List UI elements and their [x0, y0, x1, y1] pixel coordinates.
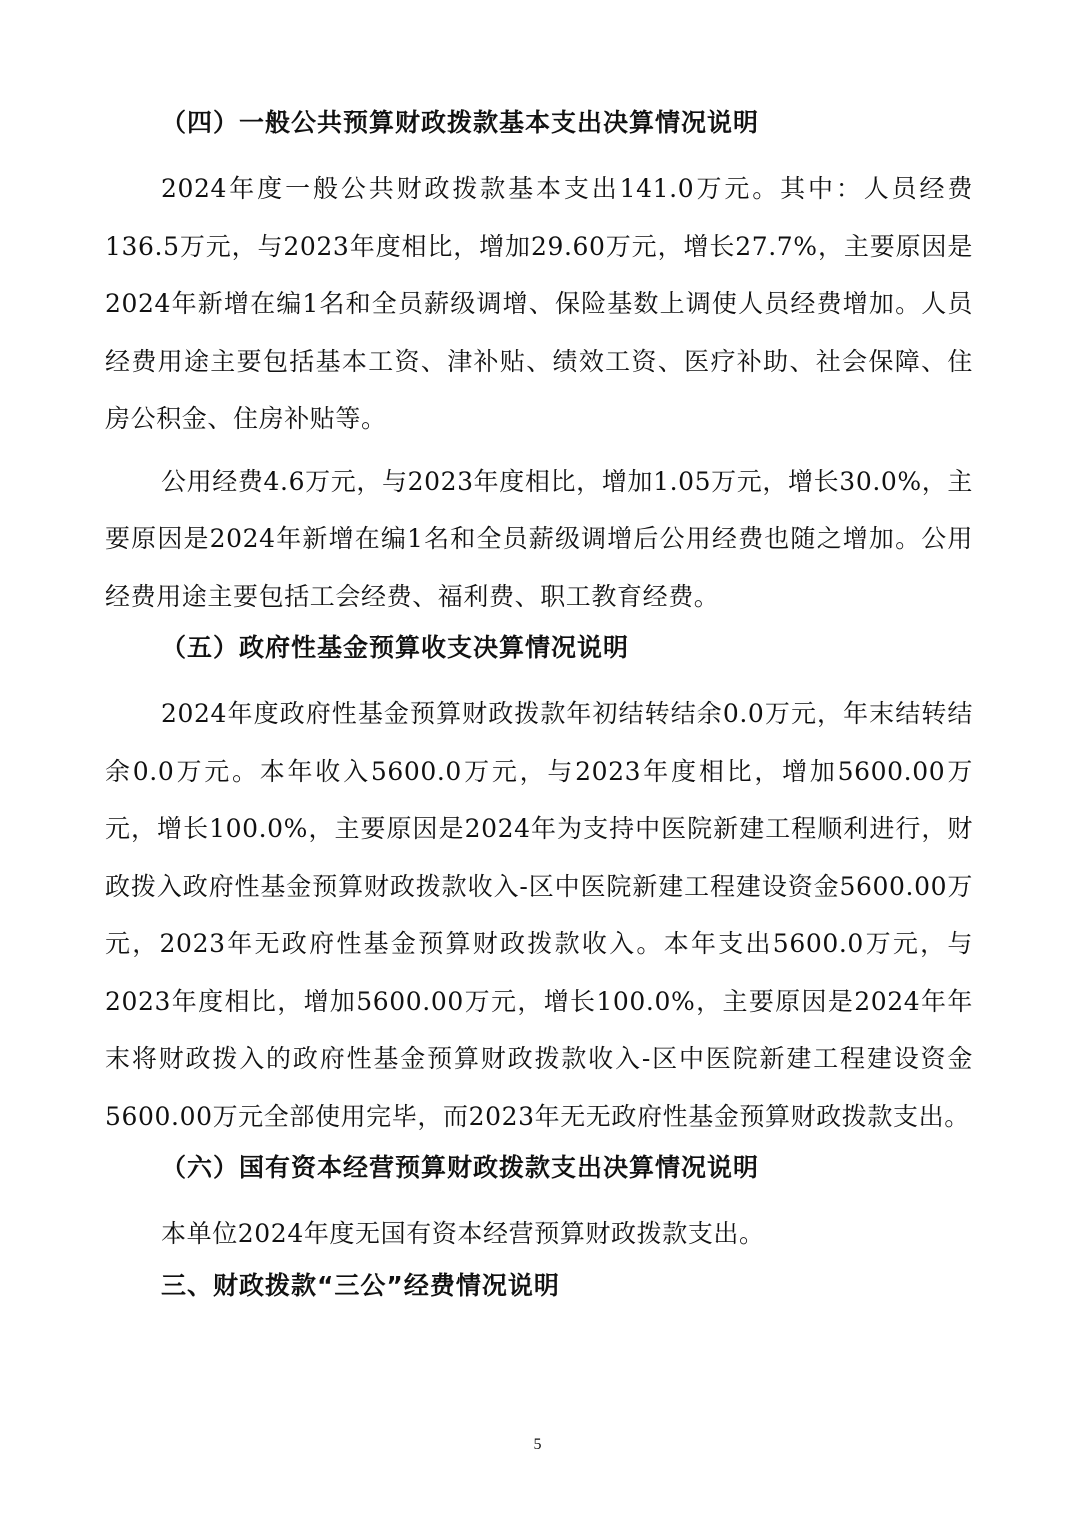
page-content: [105, 108, 973, 1323]
paragraph-public-expenses: 公用经费4.6万元，与2023年度相比，增加1.05万元，增长30.0%，主要原因是2024年新增在编1名和全员薪级调增后公用经费也随之增加。公用经费用途主要包括工会经费、福利费、职工教育经费。: [105, 466, 973, 611]
paragraph-state-capital: 本单位2024年度无国有资本经营预算财政拨款支出。: [161, 1219, 765, 1248]
section-heading-6: （六）国有资本经营预算财政拨款支出决算情况说明: [161, 1153, 760, 1182]
paragraph-personnel-expenses: 2024年度一般公共财政拨款基本支出141.0万元。其中：人员经费136.5万元，与2023年度相比，增加29.60万元，增长27.7%，主要原因是2024年新增在编1名和全员薪级调增、保险基数上调使人员经费增加。人员经费用途主要包括基本工资、津补贴、绩效工资、医疗补助、社会保障、住房公积金、住房补贴等。: [105, 174, 973, 433]
page-number: 5: [533, 1436, 542, 1453]
section-heading-3: 三、财政拨款“三公”经费情况说明: [161, 1270, 560, 1300]
paragraph-government-fund: 2024年度政府性基金预算财政拨款年初结转结余0.0万元，年末结转结余0.0万元。本年收入5600.0万元，与2023年度相比，增加5600.00万元，增长100.0%，主要原因是2024年为支持中医院新建工程顺利进行，财政拨入政府性基金预算财政拨款收入-区中医院新建工程建设资金5600.00万元，2023年无政府性基金预算财政拨款收入。本年支出5600.0万元，与2023年度相比，增加5600.00万元，增长100.0%，主要原因是2024年年末将财政拨入的政府性基金预算财政拨款收入-区中医院新建工程建设资金5600.00万元全部使用完毕，而2023年无无政府性基金预算财政拨款支出。: [105, 699, 973, 1131]
section-heading-4: （四）一般公共预算财政拨款基本支出决算情况说明: [161, 108, 760, 137]
section-heading-5: （五）政府性基金预算收支决算情况说明: [161, 633, 630, 662]
